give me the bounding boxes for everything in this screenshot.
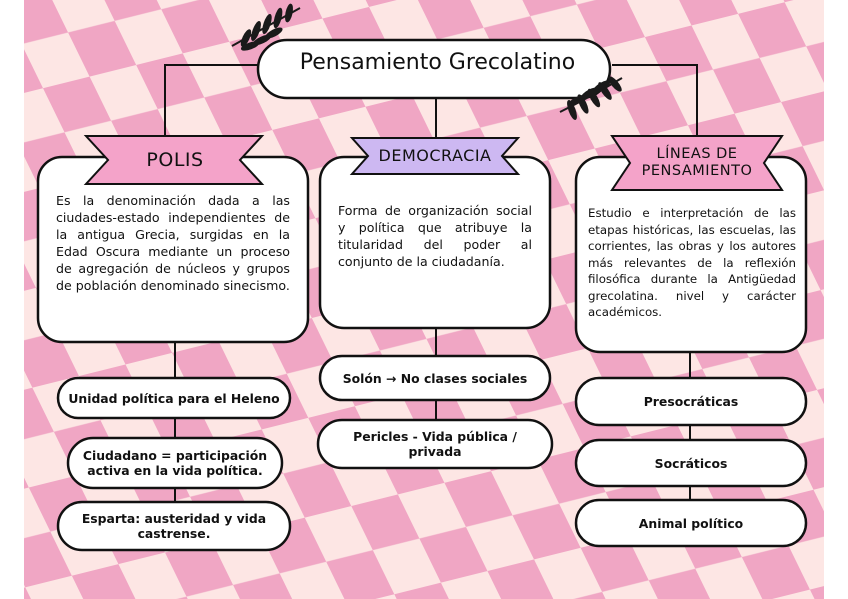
lineas-description: Estudio e interpretación de las etapas históricas, las escuelas, las corrientes, las obras y los autores más relevantes de la reflexión filosófica durante la Antigüedad grecolatina. nivel y carácter académicos.	[588, 206, 796, 319]
lineas-banner-line-2: PENSAMIENTO	[641, 163, 753, 179]
lineas-banner-line-1: LÍNEAS DE	[656, 146, 738, 162]
polis-description: Es la denominación dada a las ciudades-estado independientes de la antigua Grecia, surgidas en la Edad Oscura mediante un proceso de agregación de núcleos y grupos de población denominado sinecismo.	[56, 193, 290, 293]
democracia-banner-label: DEMOCRACIA	[378, 146, 492, 165]
democracia-item-1: Solón → No clases sociales	[342, 370, 528, 386]
polis-item-1: Unidad política para el Heleno	[68, 390, 280, 406]
lineas-item-1: Presocráticas	[643, 394, 739, 409]
democracia-description: Forma de organización social y política que atribuye la titularidad del poder al conjunto de la ciudadanía.	[338, 203, 532, 269]
page-title: Pensamiento Grecolatino	[299, 50, 576, 75]
lineas-item-3: Animal político	[638, 515, 744, 531]
democracia-item-2: Pericles - Vida pública / privada	[353, 429, 517, 459]
polis-item-3: Esparta: austeridad y vida castrense.	[81, 511, 267, 541]
polis-item-2: Ciudadano = participación activa en la vida política.	[82, 448, 268, 478]
lineas-item-2: Socráticos	[654, 455, 728, 471]
polis-banner-label: POLIS	[146, 149, 204, 171]
lineas-banner-label	[628, 146, 766, 180]
